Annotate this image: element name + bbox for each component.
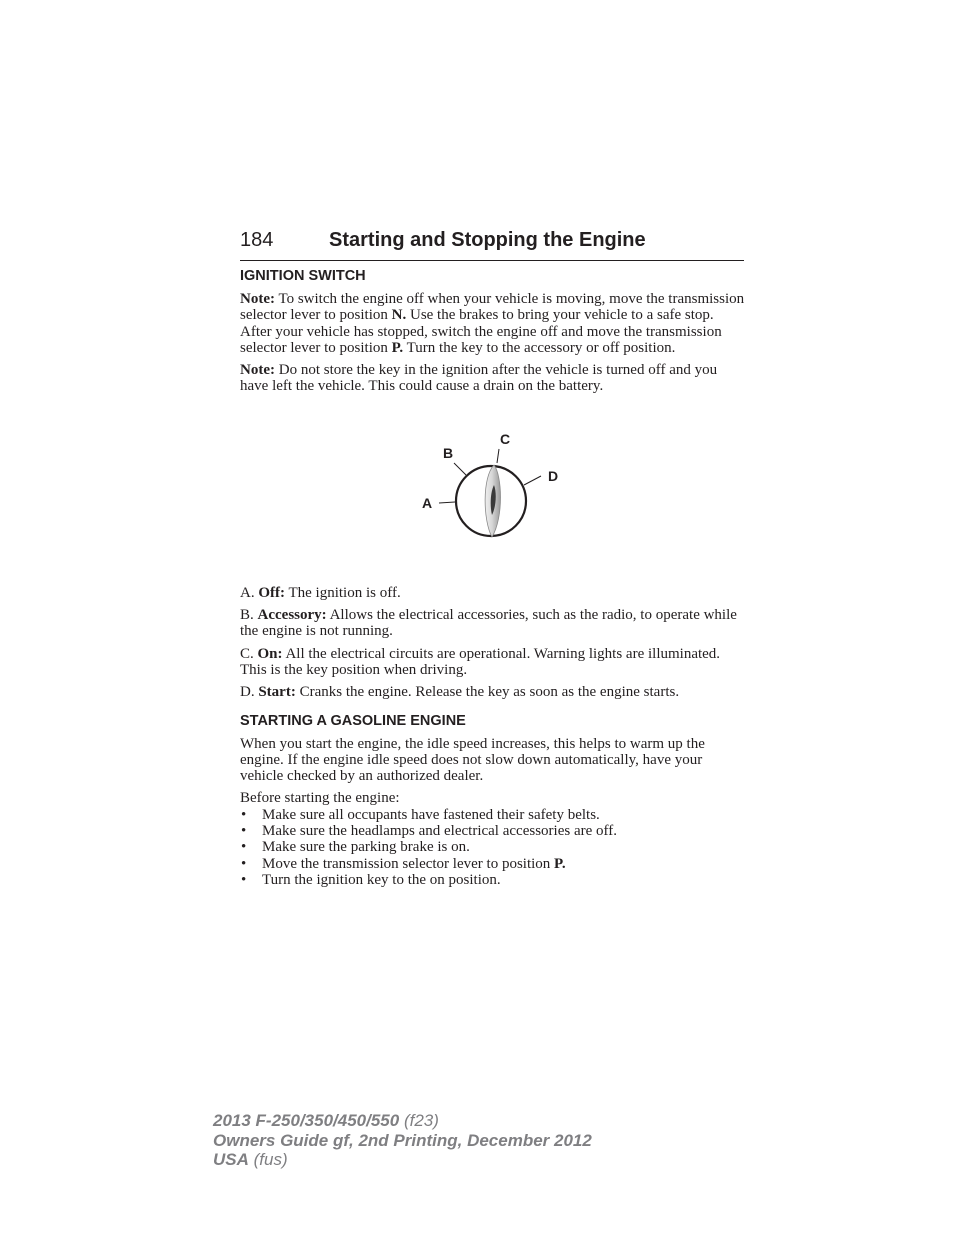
page-header [240, 228, 744, 261]
gasoline-intro: When you start the engine, the idle speed increases, this helps to warm up the engine. If the engine idle speed does not slow down automatically, have your vehicle checked by an authorized dealer. [240, 735, 705, 785]
list-item: • Make sure the parking brake is on. [240, 839, 746, 855]
position-accessory: B. Accessory: Allows the electrical accessories, such as the radio, to operate while the engine is not running. [240, 607, 737, 640]
note-label: Note: [240, 291, 275, 307]
note-key-storage: Note: Do not store the key in the ignition after the vehicle is turned off and you have left the vehicle. This could cause a drain on the battery. [240, 362, 718, 395]
page-footer [213, 1111, 592, 1170]
before-starting-label: Before starting the engine: [240, 790, 400, 807]
position-on: C. On: All the electrical circuits are operational. Warning lights are illuminated. This is the key position when driving. [240, 645, 721, 678]
note-switch-off: Note: To switch the engine off when your vehicle is moving, move the transmission selector lever to position N. Use the brakes to bring your vehicle to a safe stop. After your vehicle has stopped, switch the engine off and move the transmission selector lever to position P. Turn the key to the accessory or off position. [240, 291, 745, 356]
footer-edition-line: Owners Guide gf, 2nd Printing, December 2012 [213, 1130, 592, 1150]
label-d: D [548, 467, 559, 484]
ignition-switch-diagram [410, 415, 580, 565]
chapter-title: Starting and Stopping the Engine [329, 229, 646, 251]
label-b: B [443, 444, 454, 461]
note-label: Note: [240, 362, 275, 379]
page-body [240, 268, 746, 888]
gasoline-engine-heading: STARTING A GASOLINE ENGINE [240, 712, 466, 729]
ignition-switch-figure [240, 401, 746, 579]
position-off: A. Off: The ignition is off. [240, 584, 401, 601]
list-item: • Make sure the headlamps and electrical accessories are off. [240, 823, 746, 839]
checklist [240, 807, 746, 888]
list-item: • Turn the ignition key to the on position. [240, 872, 746, 888]
page-number: 184 [240, 229, 274, 251]
footer-model-line: 2013 F-250/350/450/550 (f23) [213, 1111, 439, 1130]
list-item: • Move the transmission selector lever to position P. [240, 856, 746, 872]
position-start: D. Start: Cranks the engine. Release the key as soon as the engine starts. [240, 684, 680, 701]
list-item: • Make sure all occupants have fastened their safety belts. [240, 807, 746, 823]
label-a: A [422, 494, 433, 511]
footer-region-line: USA (fus) [213, 1150, 288, 1169]
label-c: C [500, 430, 511, 447]
ignition-switch-heading: IGNITION SWITCH [240, 268, 366, 284]
